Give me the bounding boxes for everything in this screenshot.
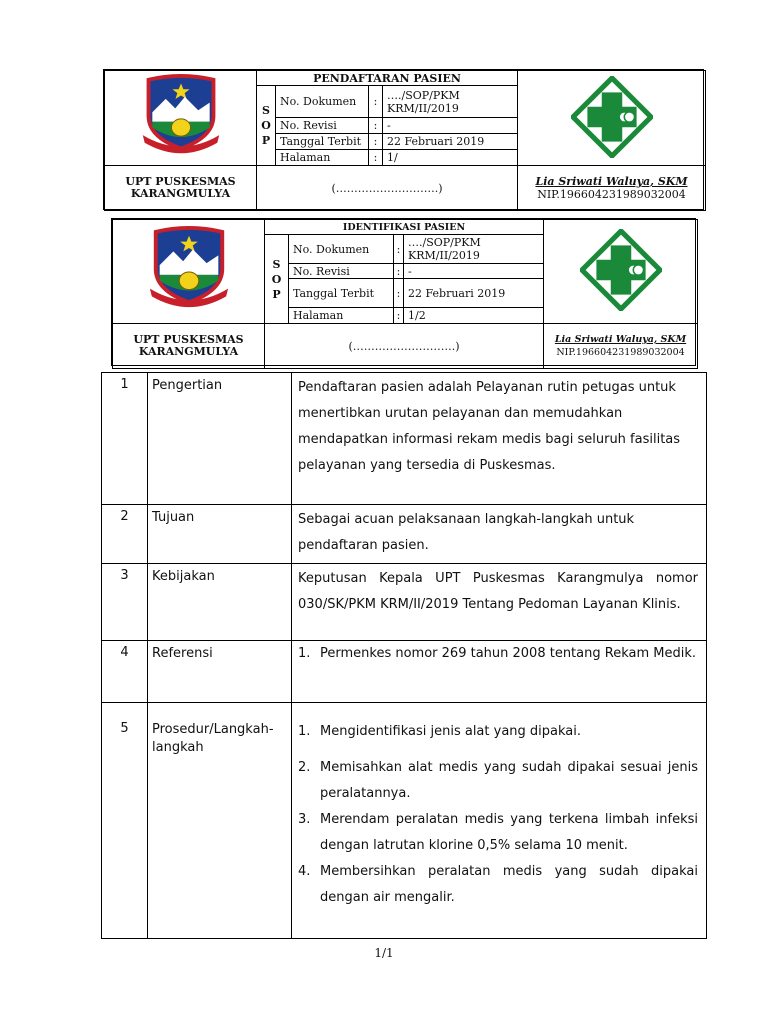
row-label: Kebijakan — [148, 564, 292, 641]
table-row — [102, 373, 707, 505]
document-title-2: IDENTIFIKASI PASIEN — [265, 220, 544, 235]
row-number: 2 — [102, 505, 148, 564]
doc-number-label-2: No. Dokumen — [289, 235, 394, 264]
row-number: 1 — [102, 373, 148, 505]
signer-name-2: Lia Sriwati Waluya, SKM — [554, 334, 687, 345]
list-item: 1. Permenkes nomor 269 tahun 2008 tentang Rekam Medik. — [298, 646, 696, 661]
list-item: 2. Memisahkan alat medis yang sudah dipakai sesuai jenis peralatannya. — [298, 760, 698, 801]
list-item: 4. Membersihkan peralatan medis yang sudah dipakai dengan air mengalir. — [298, 864, 698, 905]
signature-placeholder-2: (……………………….) — [265, 324, 544, 369]
sop-letters: S O P — [257, 86, 276, 166]
table-row — [102, 703, 707, 939]
page-value-2: 1/2 — [404, 308, 544, 324]
doc-number-label: No. Dokumen — [276, 86, 369, 118]
signer-name: Lia Sriwati Waluya, SKM — [535, 175, 688, 188]
page-label-2: Halaman — [289, 308, 394, 324]
row-number: 3 — [102, 564, 148, 641]
table-row — [102, 641, 707, 703]
row-number: 4 — [102, 641, 148, 703]
purpose-text: Sebagai acuan pelaksanaan langkah-langkah untuk pendaftaran pasien. — [292, 505, 707, 564]
document-title: PENDAFTARAN PASIEN — [257, 71, 518, 86]
doc-number-value: …./SOP/PKM KRM/II/2019 — [383, 86, 518, 118]
signature-placeholder: (……………………….) — [257, 166, 518, 211]
revision-value-2: - — [404, 264, 544, 279]
regency-emblem-icon — [139, 74, 223, 160]
health-logo-cell-2 — [544, 220, 698, 324]
signer-nip-2: NIP.196604231989032004 — [556, 347, 685, 358]
row-label: Referensi — [148, 641, 292, 703]
revision-label-2: No. Revisi — [289, 264, 394, 279]
issue-date-value-2: 22 Februari 2019 — [404, 279, 544, 308]
sop-letters-2: S O P — [265, 235, 289, 324]
issue-date-label-2: Tanggal Terbit — [289, 279, 394, 308]
health-cross-logo-icon — [571, 76, 653, 158]
regency-emblem-icon — [147, 226, 231, 314]
reference-list — [292, 641, 707, 703]
regency-emblem-cell — [105, 71, 257, 166]
row-number: 5 — [102, 703, 148, 939]
signer-block-2 — [544, 324, 698, 369]
row-label: Pengertian — [148, 373, 292, 505]
policy-text: Keputusan Kepala UPT Puskesmas Karangmulya nomor 030/SK/PKM KRM/II/2019 Tentang Pedoman Layanan Klinis. — [292, 564, 707, 641]
revision-value: - — [383, 118, 518, 134]
organization-name-2: UPT PUSKESMAS KARANGMULYA — [113, 324, 265, 369]
page-value: 1/ — [383, 150, 518, 166]
sop-header-pendaftaran: PENDAFTARAN PASIEN S O P No. Dokumen : …./SOP/PKM KRM/II/2019 No. Revisi : - Tanggal Terbit : 22 Februari 2019 Halaman : 1/ UPT PUSKESMAS KARANGMULYA (……………………….) Lia Sriwati Waluya, SKM NIP.196604231989032004 — [103, 69, 704, 210]
signer-block — [518, 166, 706, 211]
sop-content-table — [101, 372, 707, 939]
procedure-list — [292, 703, 707, 939]
page-label: Halaman — [276, 150, 369, 166]
row-label: Tujuan — [148, 505, 292, 564]
health-logo-cell — [518, 71, 706, 166]
doc-number-value-2: …./SOP/PKM KRM/II/2019 — [404, 235, 544, 264]
list-item: 3. Merendam peralatan medis yang terkena limbah infeksi dengan latrutan klorine 0,5% selama 10 menit. — [298, 812, 698, 853]
revision-label: No. Revisi — [276, 118, 369, 134]
table-row — [102, 505, 707, 564]
organization-name: UPT PUSKESMAS KARANGMULYA — [105, 166, 257, 211]
row-label: Prosedur/Langkah-langkah — [148, 703, 292, 939]
issue-date-label: Tanggal Terbit — [276, 134, 369, 150]
regency-emblem-cell-2 — [113, 220, 265, 324]
page-number: 1/1 — [374, 946, 394, 960]
signer-nip: NIP.196604231989032004 — [537, 188, 686, 201]
issue-date-value: 22 Februari 2019 — [383, 134, 518, 150]
list-item: 1. Mengidentifikasi jenis alat yang dipakai. — [298, 724, 582, 739]
table-row — [102, 564, 707, 641]
health-cross-logo-icon — [580, 229, 662, 311]
definition-text: Pendaftaran pasien adalah Pelayanan rutin petugas untuk menertibkan urutan pelayanan dan memudahkan mendapatkan informasi rekam medis bagi seluruh fasilitas pelayanan yang tersedia di Puskesmas. — [292, 373, 707, 505]
sop-header-identifikasi: IDENTIFIKASI PASIEN S O P No. Dokumen : …./SOP/PKM KRM/II/2019 No. Revisi : - Tanggal Terbit : 22 Februari 2019 Halaman : 1/2 UPT PUSKESMAS KARANGMULYA (……………………….) Lia Sriwati Waluya, SKM NIP.196604231989032004 — [111, 218, 696, 366]
